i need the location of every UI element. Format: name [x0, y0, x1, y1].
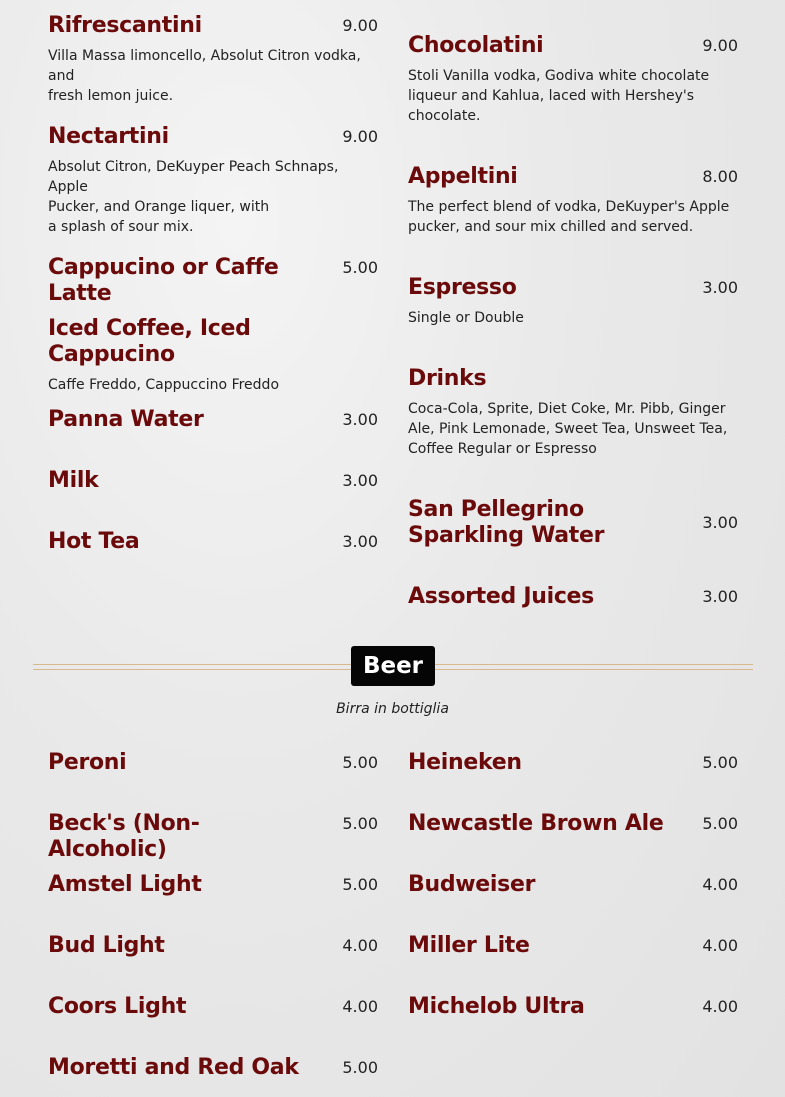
item-name: Rifrescantini [48, 13, 202, 38]
description-line: Stoli Vanilla vodka, Godiva white chocolate [408, 68, 710, 84]
description-line: Coffee Regular or Espresso [408, 441, 597, 457]
description-line: liqueur and Kahlua, laced with Hershey's [408, 88, 695, 104]
description-line: Villa Massa limoncello, Absolut Citron vodka, and [48, 48, 361, 84]
menu-item [408, 275, 738, 328]
menu-item [48, 13, 378, 106]
menu-item [48, 872, 378, 898]
item-name: Milk [48, 468, 99, 493]
menu-item [48, 255, 378, 307]
item-name: Drinks [408, 366, 487, 391]
menu-item [408, 33, 738, 126]
item-price: 5.00 [342, 258, 378, 277]
item-name: Beck's (Non-Alcoholic) [48, 811, 200, 862]
menu-item [48, 1055, 378, 1081]
menu-item [408, 994, 738, 1020]
item-name: San Pellegrino Sparkling Water [408, 497, 605, 548]
menu-item [408, 366, 738, 459]
description-line: The perfect blend of vodka, DeKuyper's Apple [408, 199, 730, 215]
item-name: Hot Tea [48, 529, 140, 554]
description-line: Absolut Citron, DeKuyper Peach Schnaps, Apple [48, 159, 339, 195]
item-price: 3.00 [342, 410, 378, 429]
item-name: Nectartini [48, 124, 169, 149]
menu-item [48, 316, 378, 395]
item-description [48, 46, 378, 106]
item-name: Newcastle Brown Ale [408, 811, 664, 836]
item-price: 5.00 [342, 1058, 378, 1077]
item-name: Peroni [48, 750, 127, 775]
item-name: Iced Coffee, Iced Cappucino [48, 316, 251, 367]
menu-item [408, 811, 738, 837]
menu-item [48, 994, 378, 1020]
item-price: 4.00 [702, 936, 738, 955]
item-name: Appeltini [408, 164, 518, 189]
menu-item [48, 529, 378, 555]
item-price: 4.00 [702, 997, 738, 1016]
item-price: 8.00 [702, 167, 738, 186]
menu-item [408, 164, 738, 237]
item-name: Espresso [408, 275, 517, 300]
menu-item [408, 872, 738, 898]
item-price: 5.00 [342, 875, 378, 894]
item-price: 9.00 [702, 36, 738, 55]
description-line: pucker, and sour mix chilled and served. [408, 219, 694, 235]
menu-item [48, 468, 378, 494]
description-line: Coca-Cola, Sprite, Diet Coke, Mr. Pibb, Ginger [408, 401, 726, 417]
item-price: 3.00 [702, 278, 738, 297]
item-name: Amstel Light [48, 872, 202, 897]
item-price: 3.00 [702, 587, 738, 606]
item-price: 9.00 [342, 16, 378, 35]
item-name: Chocolatini [408, 33, 544, 58]
item-price: 9.00 [342, 127, 378, 146]
menu-item [48, 811, 378, 863]
menu-item [48, 933, 378, 959]
menu-item [48, 124, 378, 237]
item-description [48, 157, 378, 237]
item-price: 5.00 [342, 753, 378, 772]
item-description [408, 308, 738, 328]
item-description [408, 66, 738, 126]
item-description [408, 399, 738, 459]
menu-item [48, 750, 378, 776]
item-name: Miller Lite [408, 933, 530, 958]
menu-item [408, 750, 738, 776]
item-name: Heineken [408, 750, 522, 775]
item-price: 4.00 [342, 997, 378, 1016]
item-price: 5.00 [702, 753, 738, 772]
section-title-beer: Beer [351, 646, 435, 686]
item-price: 3.00 [702, 513, 738, 532]
description-line: a splash of sour mix. [48, 219, 194, 235]
item-name: Assorted Juices [408, 584, 594, 609]
item-price: 3.00 [342, 471, 378, 490]
menu-item [408, 584, 738, 610]
description-line: Caffe Freddo, Cappuccino Freddo [48, 377, 280, 393]
item-name: Bud Light [48, 933, 165, 958]
item-price: 5.00 [342, 814, 378, 833]
menu-item [408, 933, 738, 959]
description-line: chocolate. [408, 108, 481, 124]
description-line: fresh lemon juice. [48, 88, 174, 104]
menu-item [408, 497, 738, 549]
item-description [48, 375, 378, 395]
item-name: Panna Water [48, 407, 204, 432]
description-line: Ale, Pink Lemonade, Sweet Tea, Unsweet Tea, [408, 421, 728, 437]
menu-item [48, 407, 378, 433]
item-name: Cappucino or Caffe Latte [48, 255, 279, 306]
item-name: Moretti and Red Oak [48, 1055, 299, 1080]
item-name: Michelob Ultra [408, 994, 585, 1019]
description-line: Single or Double [408, 310, 524, 326]
item-description [408, 197, 738, 237]
item-name: Budweiser [408, 872, 536, 897]
item-price: 4.00 [702, 875, 738, 894]
section-subtitle: Birra in bottiglia [336, 701, 449, 717]
item-name: Coors Light [48, 994, 187, 1019]
item-price: 4.00 [342, 936, 378, 955]
item-price: 3.00 [342, 532, 378, 551]
item-price: 5.00 [702, 814, 738, 833]
description-line: Pucker, and Orange liquer, with [48, 199, 270, 215]
